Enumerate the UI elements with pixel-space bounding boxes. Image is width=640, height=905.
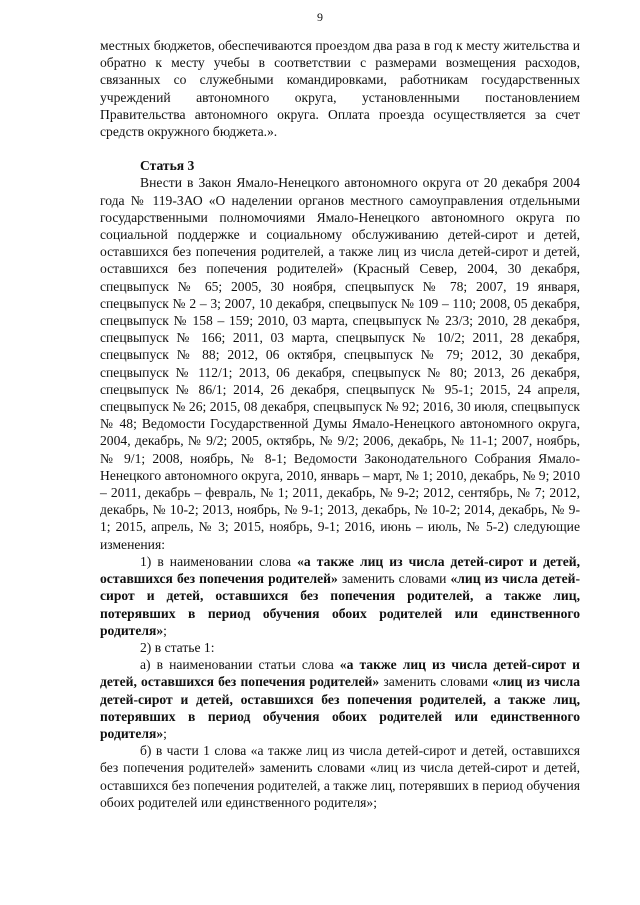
- item-text: а) в наименовании статьи слова: [140, 657, 340, 673]
- list-item-2a: [100, 656, 580, 742]
- list-item-1: [100, 553, 580, 639]
- paragraph-amendment-intro: Внести в Закон Ямало-Ненецкого автономного округа от 20 декабря 2004 года № 119-ЗАО «О наделении органов местного самоуправления отдельными государственными полномочиями Ямало-Ненецкого автономного округа по социальной поддержке и социальному обслуживанию детей-сирот и детей, оставшихся без попечения родителей, а также лиц из числа детей-сирот и детей, оставшихся без попечения родителей» (Красный Север, 2004, 30 декабря, спецвыпуск № 65; 2005, 30 ноября, спецвыпуск № 78; 2007, 19 января, спецвыпуск № 2 – 3; 2007, 10 декабря, спецвыпуск № 109 – 110; 2008, 05 декабря, спецвыпуск № 158 – 159; 2010, 03 марта, спецвыпуск № 23/3; 2010, 28 декабря, спецвыпуск № 166; 2011, 03 марта, спецвыпуск № 10/2; 2011, 28 декабря, спецвыпуск № 88; 2012, 06 октября, спецвыпуск № 79; 2012, 30 декабря, спецвыпуск № 112/1; 2013, 06 декабря, спецвыпуск № 80; 2013, 26 декабря, спецвыпуск № 86/1; 2014, 26 декабря, спецвыпуск № 95-1; 2015, 24 апреля, спецвыпуск № 26; 2015, 08 декабря, спецвыпуск № 92; 2016, 30 июля, спецвыпуск № 48; Ведомости Государственной Думы Ямало-Ненецкого автономного округа, 2004, декабрь, № 9/2; 2005, октябрь, № 9/2; 2006, декабрь, № 11-1; 2007, ноябрь, № 9/1; 2008, ноябрь, № 8-1; Ведомости Законодательного Собрания Ямало-Ненецкого автономного округа, 2010, январь – март, № 1; 2010, декабрь, № 9; 2010 – 2011, декабрь – февраль, № 1; 2011, декабрь, № 9-2; 2012, сентябрь, № 7; 2012, декабрь, № 10-2; 2013, ноябрь, № 9-1; 2013, декабрь, № 10-2; 2014, декабрь, № 9-1; 2015, апрель, № 3; 2015, ноябрь, 9-1; 2016, июнь – июль, № 5-2) следующие изменения:: [100, 175, 580, 552]
- item-text: заменить словами: [379, 674, 493, 690]
- document-body: [100, 37, 580, 811]
- page-number: 9: [317, 10, 323, 24]
- paragraph-continuation: местных бюджетов, обеспечиваются проездом два раза в год к месту жительства и обратно к месту учебы в соответствии с размерами возмещения расходов, связанных со служебными командировками, работникам государственных учреждений автономного округа, установленными постановлением Правительства автономного округа. Оплата проезда осуществляется за счет средств окружного бюджета.».: [100, 38, 580, 140]
- article-heading: Статья 3: [140, 158, 195, 174]
- list-item-2: 2) в статье 1:: [140, 639, 215, 655]
- item-text: заменить словами: [337, 571, 451, 587]
- item-text: ;: [163, 725, 167, 741]
- item-text: ;: [163, 622, 167, 638]
- item-bold-text: «а также лиц из числа детей-сирот и детей, оставшихся без попечения родителей»: [100, 553, 580, 587]
- item-bold-text: «лиц из числа детей-сирот и детей, оставшихся без попечения родителей, а также лиц, потерявших в период обучения обоих родителей или единственного родителя»: [100, 674, 581, 741]
- list-item-2b: б) в части 1 слова «а также лиц из числа детей-сирот и детей, оставшихся без попечения родителей» заменить словами «лиц из числа детей-сирот и детей, оставшихся без попечения родителей, а также лиц, потерявших в период обучения обоих родителей или единственного родителя»;: [100, 743, 580, 810]
- item-bold-text: «а также лиц из числа детей-сирот и детей, оставшихся без попечения родителей»: [100, 657, 581, 690]
- item-bold-text: «лиц из числа детей-сирот и детей, оставшихся без попечения родителей, а также лиц, потерявших в период обучения обоих родителей или единственного родителя»: [100, 571, 580, 638]
- item-text: 1) в наименовании слова: [140, 553, 298, 569]
